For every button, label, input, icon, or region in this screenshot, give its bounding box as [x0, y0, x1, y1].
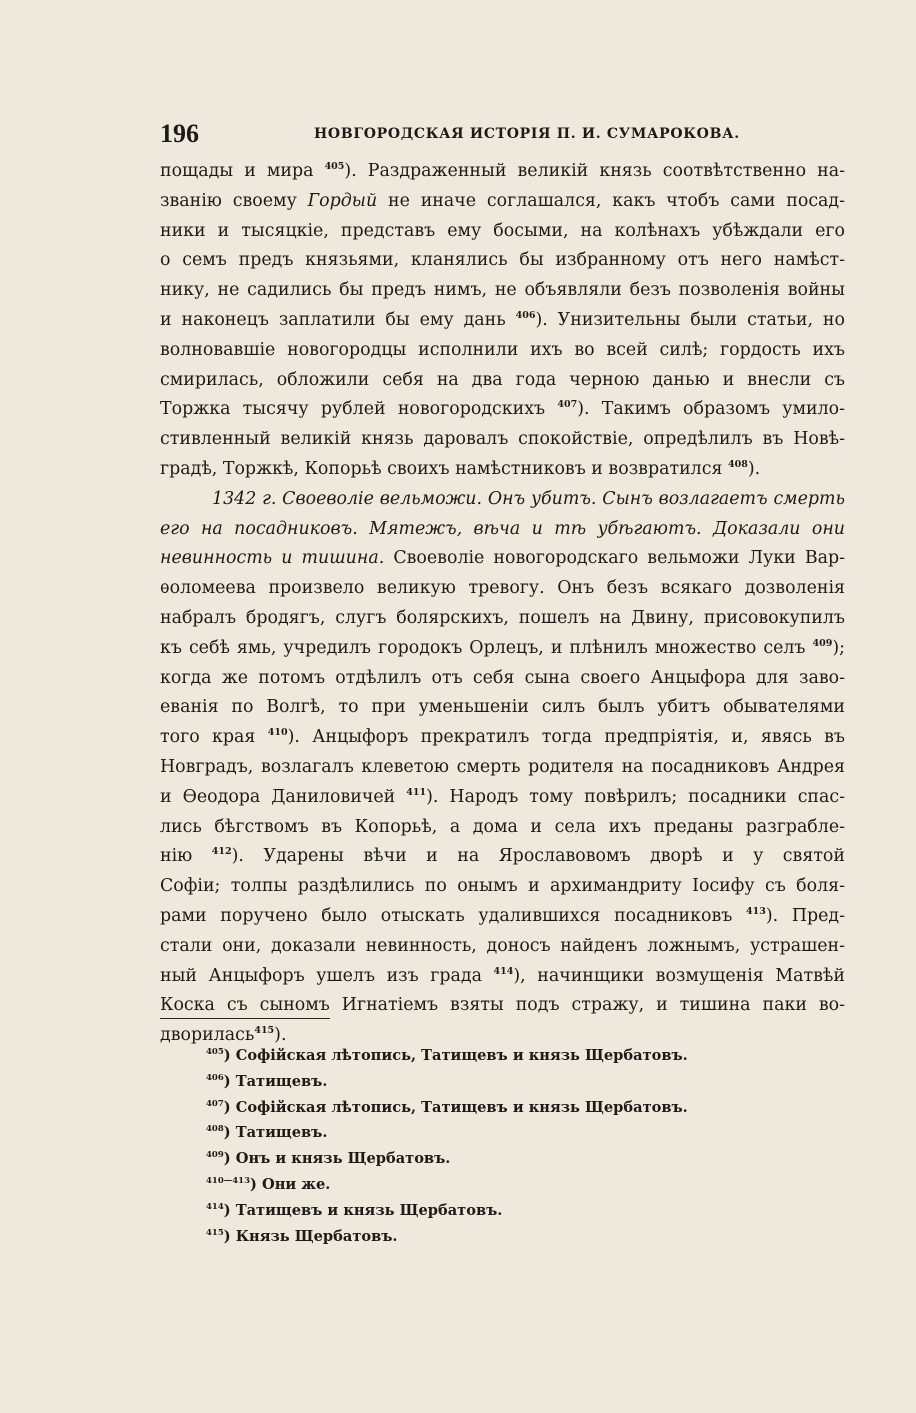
footnote-ref: 406: [515, 309, 536, 321]
text-line: ѳоломеева произвело великую тревогу. Онъ безъ всякаго дозволенія: [160, 578, 845, 599]
page-number: 196: [160, 119, 199, 148]
main-text: [160, 157, 845, 1051]
footnote: [206, 1043, 806, 1069]
text-line: Новградъ, возлагалъ клеветою смерть родителя на посадниковъ Андрея: [160, 756, 845, 777]
footnote-number: 405: [206, 1047, 224, 1057]
text-line: къ себѣ ямь, учредилъ городокъ Орлецъ, и плѣнилъ множество селъ $^{409}$);: [160, 637, 845, 658]
section-heading-line: 1342 г. Своеволіе вельможи. Онъ убитъ. Сынъ возлагаетъ смерть: [212, 488, 845, 509]
text-line: градѣ, Торжкѣ, Копорьѣ своихъ намѣстниковъ и возвратился $^{408}$).: [160, 458, 761, 479]
footnote: [206, 1172, 806, 1198]
text-line: о семъ предъ князьями, кланялись бы избранному отъ него намѣст-: [160, 250, 845, 271]
text-line: стивленный великій князь даровалъ спокойствіе, опредѣлилъ въ Новѣ-: [160, 429, 845, 450]
text-line: того края $^{410}$). Анцыфоръ прекратилъ тогда предпріятія, и, явясь въ: [160, 727, 845, 748]
footnote-number: 406: [206, 1072, 224, 1083]
emphasis: Гордый: [307, 190, 378, 211]
footnote-ref: 407: [557, 399, 578, 411]
footnote-number: 409: [206, 1150, 224, 1161]
text-line: смирилась, обложили себя на два года черною данью и внесли съ: [160, 369, 845, 390]
footnote-text: ) Князь Щербатовъ.: [223, 1227, 398, 1245]
text-line: невинность и тишина. Своеволіе новогородскаго вельможи Луки Вар-: [160, 548, 845, 569]
text-line: и Ѳеодора Даниловичей $^{411}$). Народъ тому повѣрилъ; посадники спас-: [160, 786, 846, 807]
footnote-ref: 414: [493, 965, 514, 977]
footnote: [206, 1120, 806, 1146]
footnote-ref: 410: [267, 727, 288, 739]
footnotes: [206, 1043, 806, 1249]
footnote-ref: 415: [254, 1025, 275, 1037]
footnote-text: ) Они же.: [250, 1175, 331, 1193]
text-line: лись бѣгствомъ въ Копорьѣ, а дома и села ихъ преданы разграбле-: [160, 816, 845, 837]
footnote: [206, 1095, 806, 1121]
section-heading-line: его на посадниковъ. Мятежъ, вѣча и тѣ убѣгаютъ. Доказали они: [160, 518, 845, 539]
text-line: званію своему Гордый не иначе соглашался, какъ чтобъ сами посад-: [160, 190, 846, 211]
footnote-ref: 412: [211, 846, 232, 858]
footnote: [206, 1146, 806, 1172]
footnote-text: ) Татищевъ.: [223, 1072, 328, 1090]
text-line: Софіи; толпы раздѣлились по онымъ и архимандриту Іосифу съ боля-: [160, 876, 845, 897]
footnote: [206, 1069, 806, 1095]
text-line: ный Анцыфоръ ушелъ изъ града $^{414}$), начинщики возмущенія Матвѣй: [160, 965, 845, 986]
footnote-ref: 409: [812, 637, 833, 649]
footnote-ref: 405: [324, 161, 345, 172]
footnote-ref: 411: [406, 786, 427, 798]
text-line: пощады и мира $^{405}$). Раздраженный великій князь соотвѣтственно на-: [160, 161, 845, 181]
text-line: еванія по Волгѣ, то при уменьшеніи силъ былъ убитъ обывателями: [160, 697, 845, 718]
footnote-ref: 408: [727, 458, 748, 470]
text-line: волновавшіе новогородцы исполнили ихъ во всей силѣ; гордость ихъ: [160, 339, 845, 360]
running-header: [160, 117, 845, 151]
text-line: Торжка тысячу рублей новогородскихъ $^{407}$). Такимъ образомъ умило-: [160, 399, 845, 420]
footnote-ref: 413: [746, 905, 766, 917]
text-line: и наконецъ заплатили бы ему дань $^{406}$). Унизительны были статьи, но: [160, 309, 845, 330]
footnote-number: 408: [206, 1124, 224, 1135]
footnote-text: ) Татищевъ и князь Щербатовъ.: [223, 1201, 503, 1219]
footnote-text: ) Татищевъ.: [223, 1124, 328, 1142]
text-line: Коска съ сыномъ Игнатіемъ взяты подъ стражу, и тишина паки во-: [160, 995, 845, 1016]
text-line: рами поручено было отыскать удалившихся посадниковъ $^{413}$). Пред-: [160, 905, 845, 926]
running-title: НОВГОРОДСКАЯ ИСТОРІЯ П. И. СУМАРОКОВА.: [314, 126, 740, 142]
text-line: когда же потомъ отдѣлилъ отъ себя сына своего Анцыфора для заво-: [160, 667, 845, 688]
footnote: [206, 1224, 806, 1250]
footnote-text: ) Онъ и князь Щербатовъ.: [223, 1150, 451, 1168]
footnote-number: 410—413: [206, 1175, 250, 1186]
footnote: [206, 1198, 806, 1224]
text-line: ники и тысяцкіе, представъ ему босыми, на колѣнахъ убѣждали его: [160, 220, 845, 241]
emphasis: невинность и тишина.: [160, 548, 385, 569]
footnote-text: ) Софійская лѣтопись, Татищевъ и князь Щербатовъ.: [223, 1098, 688, 1116]
footnote-number: 414: [206, 1201, 224, 1212]
text-line: дворилась$^{415}$).: [160, 1025, 287, 1046]
footnote-number: 415: [206, 1227, 224, 1238]
text-line: набралъ бродягъ, слугъ болярскихъ, пошелъ на Двину, присовокупилъ: [160, 607, 845, 628]
text-line: нію $^{412}$). Ударены вѣчи и на Ярославовомъ дворѣ и у святой: [160, 846, 845, 867]
text-line: нику, не садились бы предъ нимъ, не объявляли безъ позволенія войны: [160, 280, 845, 301]
text-line: стали они, доказали невинность, доносъ найденъ ложнымъ, устрашен-: [160, 935, 845, 956]
footnote-divider: [160, 1018, 330, 1019]
footnote-number: 407: [206, 1098, 224, 1109]
footnote-text: ) Софійская лѣтопись, Татищевъ и князь Щербатовъ.: [223, 1047, 688, 1064]
